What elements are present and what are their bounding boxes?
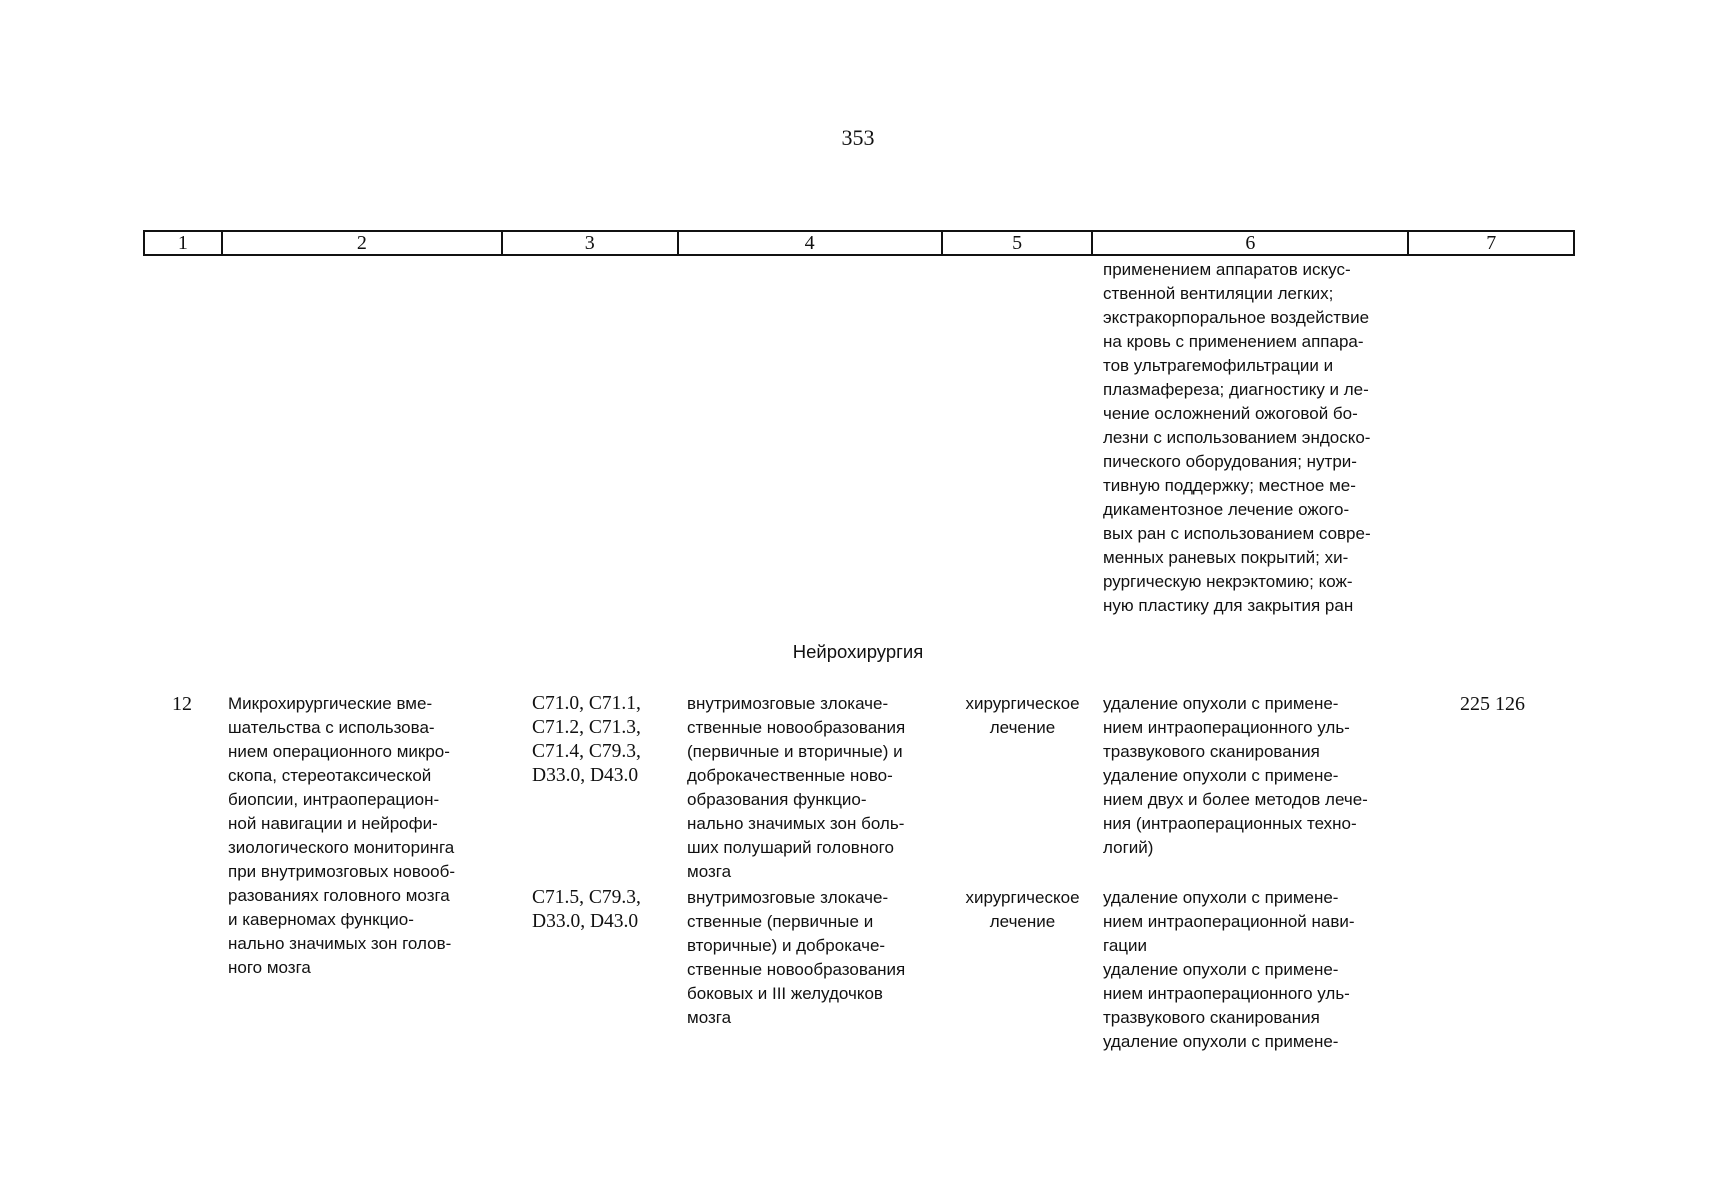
subrow-2-model: внутримозговые злокаче- ственные (первичные и вторичные) и доброкаче- ственные новообразования боковых и III желудочков мозга	[687, 888, 906, 1027]
page-number: 353	[841, 125, 875, 150]
subrow-2-codes: C71.5, C79.3, D33.0, D43.0	[532, 887, 641, 932]
header-col-3: 3	[503, 232, 679, 254]
header-col-1: 1	[145, 232, 223, 254]
subrow-1-model: внутримозговые злокаче- ственные новообразования (первичные и вторичные) и доброкачественные ново- образования функцио- нально значимых зон боль- ших полушарий головного мозга	[687, 694, 906, 881]
header-col-5: 5	[943, 232, 1094, 254]
subrow-1-method: удаление опухоли с примене- нием интраоперационного уль- тразвукового сканирования удаление опухоли с примене- нием двух и более методов лече- ния (интраоперационных техно- логий)	[1103, 694, 1368, 857]
subrow-2-treatment: хирургическое лечение	[965, 888, 1080, 931]
row-number: 12	[172, 693, 192, 715]
section-title: Нейрохирургия	[792, 641, 924, 662]
subrow-1-treatment: хирургическое лечение	[965, 694, 1080, 737]
header-col-2: 2	[223, 232, 503, 254]
continuation-method-text: применением аппаратов искус- ственной вентиляции легких; экстракорпоральное воздействие на кровь с применением аппара- тов ультрагемофильтрации и плазмафереза; диагностику и ле- чение осложнений ожоговой бо- лезни с использованием эндоско- пического оборудования; нутри- тивную поддержку; местное ме- дикаментозное лечение ожого- вых ран с использованием совре- менных раневых покрытий; хи- рургическую некрэктомию; кож- ную пластику для закрытия ран	[1103, 260, 1371, 615]
row-name: Микрохирургические вме- шательства с использова- нием операционного микро- скопа, стереотаксической биопсии, интраоперацион- ной навигации и нейрофи- зиологического мониторинга при внутримозговых новооб- разованиях головного мозга и каверномах функцио- нально значимых зон голов- ного мозга	[228, 694, 456, 977]
header-col-7: 7	[1486, 232, 1497, 254]
subrow-1-codes: C71.0, C71.1, C71.2, C71.3, C71.4, C79.3, D33.0, D43.0	[532, 693, 641, 786]
row-price: 225 126	[1460, 693, 1525, 715]
table-header	[143, 230, 1575, 256]
subrow-2-method: удаление опухоли с примене- нием интраоперационной нави- гации удаление опухоли с примене- нием интраоперационного уль- тразвукового сканирования удаление опухоли с примене-	[1103, 888, 1355, 1051]
header-col-4: 4	[679, 232, 943, 254]
header-col-6: 6	[1093, 232, 1409, 254]
